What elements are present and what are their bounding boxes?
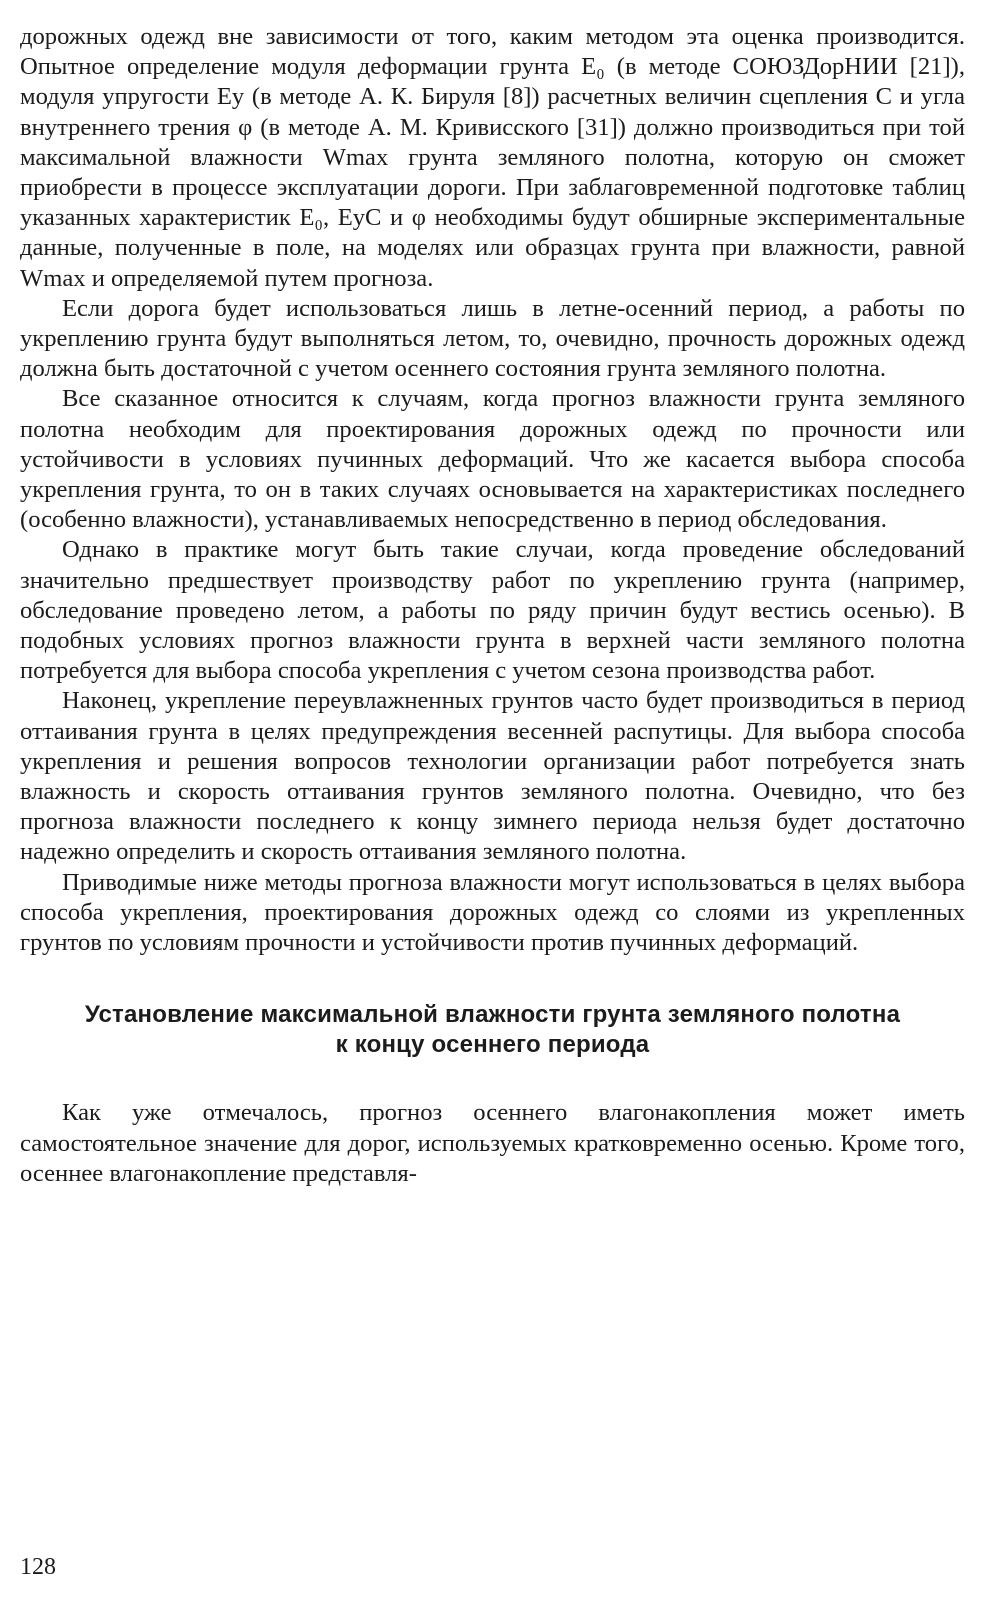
paragraph-methods-usage: Приводимые ниже методы прогноза влажности могут использоваться в целях выбора способа укрепления, проектирования дорожных одежд со слоями из укрепленных грунтов по условиям прочности и устойчивости против пучинных деформаций. <box>20 868 965 957</box>
section-heading-line-1: Установление максимальной влажности грунта земляного полотна <box>84 1001 901 1029</box>
section-heading <box>20 1000 965 1060</box>
paragraph-autumn-moisture: Как уже отмечалось, прогноз осеннего влагонакопления может иметь самостоятельное значение для дорог, используемых кратковременно осенью. Кроме того, осеннее влагонакопление представля- <box>20 1099 965 1187</box>
book-page <box>20 22 965 1189</box>
paragraph-thawing-period: Наконец, укрепление переувлажненных грунтов часто будет производиться в период оттаивания грунта в целях предупреждения весенней распутицы. Для выбора способа укрепления и решения вопросов технологии организации работ потребуется знать влажность и скорость оттаивания грунтов земляного полотна. Очевидно, что без прогноза влажности последнего к концу зимнего периода нельзя будет достаточно надежно определить и скорость оттаивания земляного полотна. <box>20 687 965 866</box>
paragraph-continuation: дорожных одежд вне зависимости от того, каким методом эта оценка производится. Опытное определение модуля деформации грунта E₀ (в методе СОЮЗДорНИИ [21]), модуля упругости Eу (в методе А. К. Бируля [8]) расчетных величин сцепления C и угла внутреннего трения φ (в методе А. М. Кривисского [31]) должно производиться при той максимальной влажности Wmax грунта земляного полотна, которую он сможет приобрести в процессе эксплуатации дороги. При заблаговременной подготовке таблиц указанных характеристик E₀, EуC и φ необходимы будут обширные экспериментальные данные, полученные в поле, на моделях или образцах грунта при влажности, равной Wmax и определяемой путем прогноза. <box>20 23 965 292</box>
paragraph-summer-autumn-use: Если дорога будет использоваться лишь в летне-осенний период, а работы по укреплению грунта будут выполняться летом, то, очевидно, прочность дорожных одежд должна быть достаточной с учетом осеннего состояния грунта земляного полотна. <box>20 294 965 383</box>
paragraph-forecast-cases: Все сказанное относится к случаям, когда прогноз влажности грунта земляного полотна необходим для проектирования дорожных одежд по прочности или устойчивости в условиях пучинных деформаций. Что же касается выбора способа укрепления грунта, то он в таких случаях основывается на характеристиках последнего (особенно влажности), устанавливаемых непосредственно в период обследования. <box>20 385 965 534</box>
section-heading-line-2: к концу осеннего периода <box>335 1031 650 1059</box>
page-number: 128 <box>20 1554 56 1580</box>
paragraph-practice-cases: Однако в практике могут быть такие случаи, когда проведение обследований значительно предшествует производству работ по укреплению грунта (например, обследование проведено летом, а работы по ряду причин будут вестись осенью). В подобных условиях прогноз влажности грунта в верхней части земляного полотна потребуется для выбора способа укрепления с учетом сезона производства работ. <box>20 536 965 685</box>
